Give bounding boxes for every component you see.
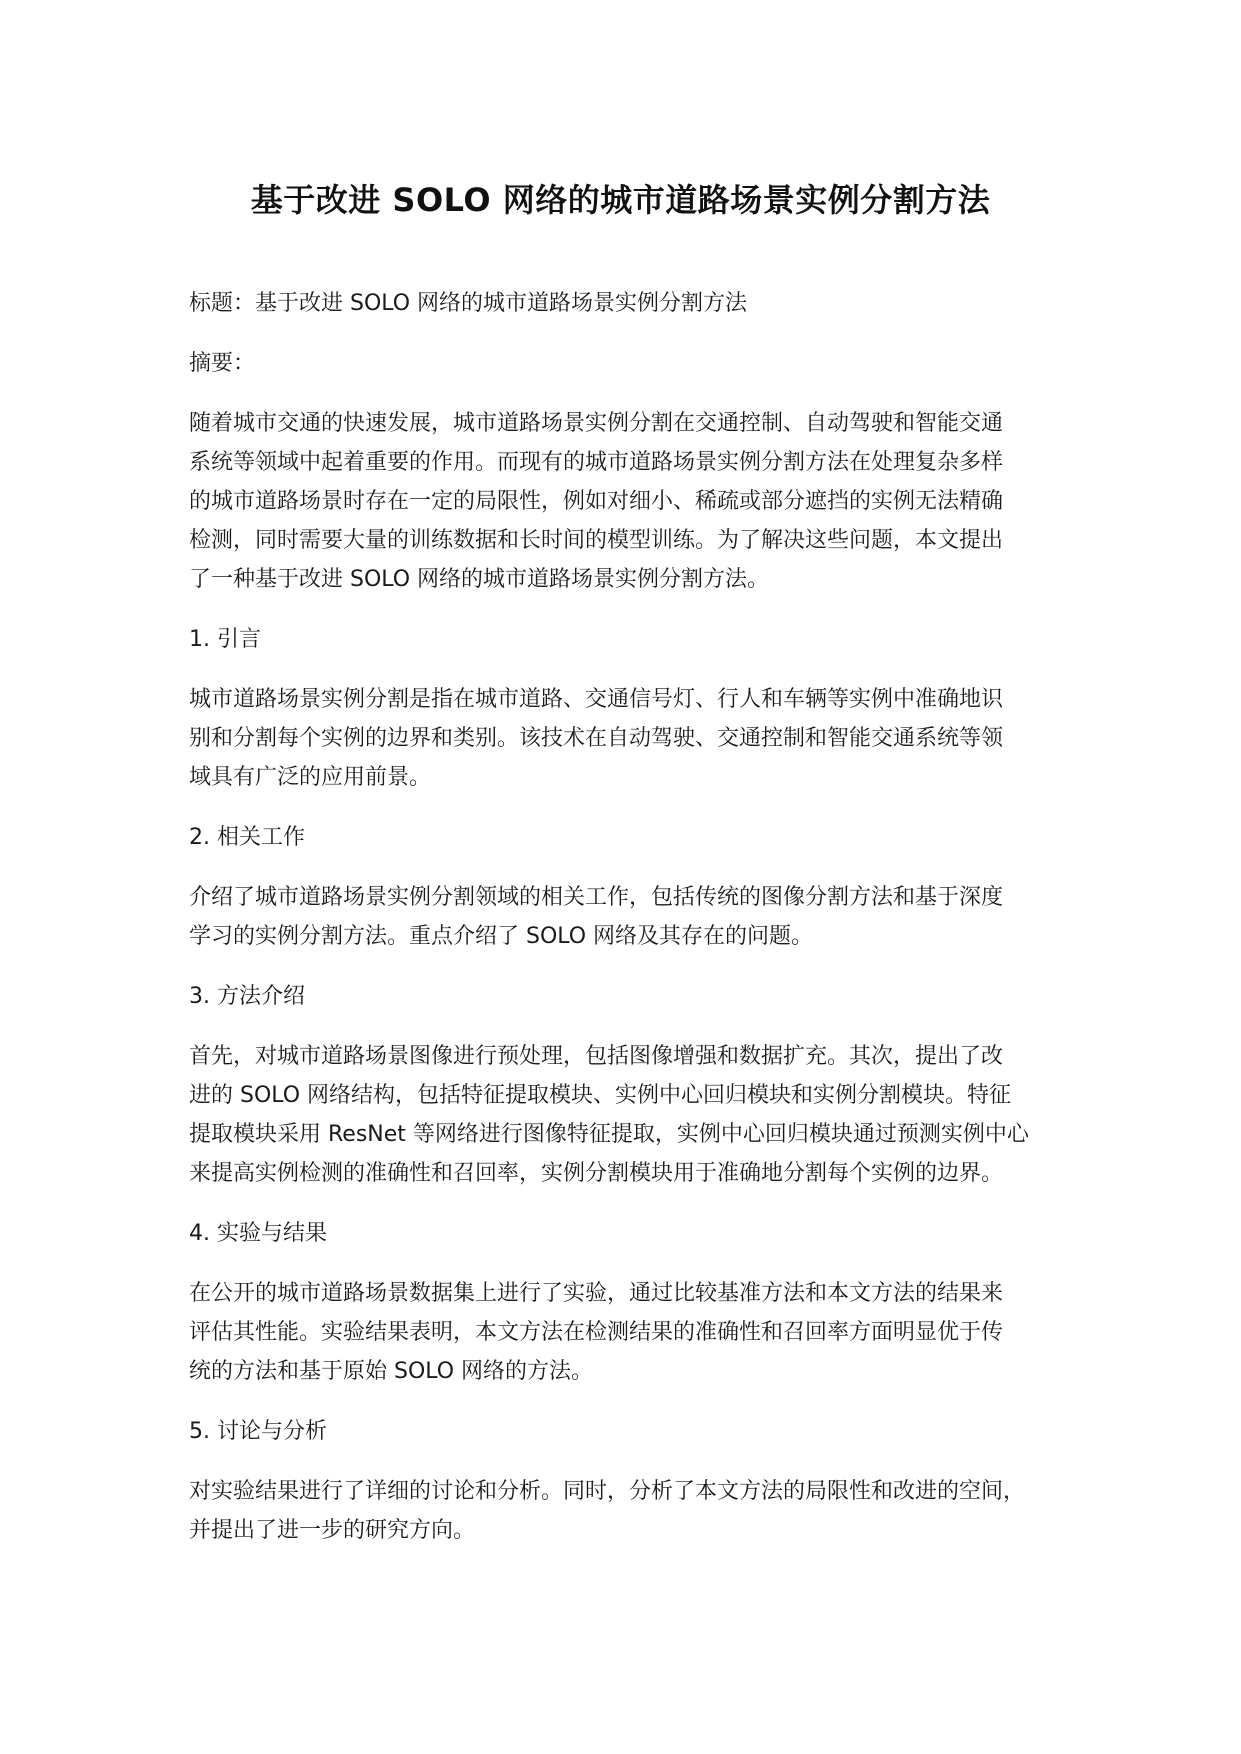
section-heading-method: 3. 方法介绍 [189,984,305,1009]
introduction-paragraph: 城市道路场景实例分割是指在城市道路、交通信号灯、行人和车辆等实例中准确地识 别和分割每个实例的边界和类别。该技术在自动驾驶、交通控制和智能交通系统等领 域具有广泛的应用前景。 [189,687,1004,790]
abstract-label: 摘要： [189,351,256,376]
discussion-paragraph: 对实验结果进行了详细的讨论和分析。同时，分析了本文方法的局限性和改进的空间， 并提出了进一步的研究方向。 [189,1479,1026,1543]
abstract-paragraph: 随着城市交通的快速发展，城市道路场景实例分割在交通控制、自动驾驶和智能交通 系统等领域中起着重要的作用。而现有的城市道路场景实例分割方法在处理复杂多样 的城市道路场景时存在一定的局限性，例如对细小、稀疏或部分遮挡的实例无法精确 检测，同时需要大量的训练数据和长时间的模型训练。为了解决这些问题，本文提出 了一种基于改进 SOLO 网络的城市道路场景实例分割方法。 [189,411,1004,592]
document-title: 基于改进 SOLO 网络的城市道路场景实例分割方法 [250,181,991,219]
section-heading-related-work: 2. 相关工作 [189,825,305,850]
experiments-paragraph: 在公开的城市道路场景数据集上进行了实验，通过比较基准方法和本文方法的结果来 评估其性能。实验结果表明，本文方法在检测结果的准确性和召回率方面明显优于传 统的方法和基于原始 SOLO 网络的方法。 [189,1281,1004,1384]
document-body [189,284,1089,1571]
method-paragraph: 首先，对城市道路场景图像进行预处理，包括图像增强和数据扩充。其次，提出了改 进的 SOLO 网络结构，包括特征提取模块、实例中心回归模块和实例分割模块。特征 提取模块采用 ResNet 等网络进行图像特征提取，实例中心回归模块通过预测实例中心 来提高实例检测的准确性和召回率，实例分割模块用于准确地分割每个实例的边界。 [189,1044,1029,1186]
related-work-paragraph: 介绍了城市道路场景实例分割领域的相关工作，包括传统的图像分割方法和基于深度 学习的实例分割方法。重点介绍了 SOLO 网络及其存在的问题。 [189,885,1004,949]
title-line: 标题：基于改进 SOLO 网络的城市道路场景实例分割方法 [189,291,748,316]
section-heading-discussion: 5. 讨论与分析 [189,1419,327,1444]
section-heading-introduction: 1. 引言 [189,627,261,652]
section-heading-experiments: 4. 实验与结果 [189,1221,327,1246]
